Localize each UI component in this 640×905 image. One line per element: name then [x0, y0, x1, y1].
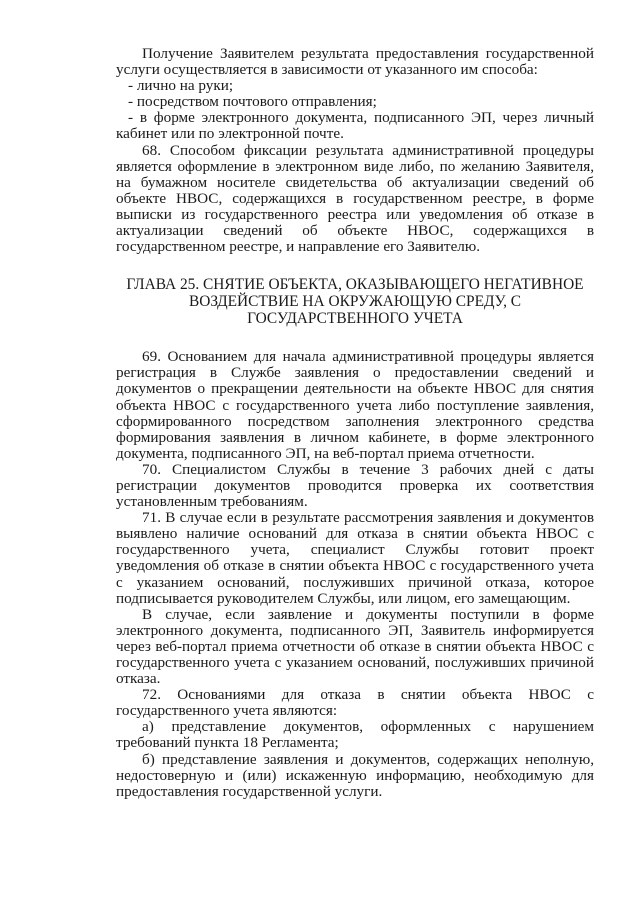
- paragraph-72-b: б) представление заявления и документов, содержащих неполную, недостоверную и (или) искаженную информацию, необходимую для предоставления государственной услуги.: [116, 750, 594, 800]
- list-item-electronic: - в форме электронного документа, подписанного ЭП, через личный кабинет или по электронной почте.: [116, 109, 594, 143]
- paragraph-72-a: а) представление документов, оформленных с нарушением требований пункта 18 Регламента;: [116, 718, 594, 752]
- list-item-postal: - посредством почтового отправления;: [128, 93, 377, 111]
- paragraph-71-continued: В случае, если заявление и документы поступили в форме электронного документа, подписанного ЭП, Заявитель информируется через веб-портал приема отчетности об отказе в снятии объекта НВОС с государственного учета с указанием оснований, послуживших причиной отказа.: [116, 605, 594, 688]
- paragraph-70: 70. Специалистом Службы в течение 3 рабочих дней с даты регистрации документов проводится проверка их соответствия установленным требованиям.: [116, 460, 594, 511]
- list-item-in-person: - лично на руки;: [128, 77, 234, 95]
- chapter-heading: ГЛАВА 25. СНЯТИЕ ОБЪЕКТА, ОКАЗЫВАЮЩЕГО НЕГАТИВНОЕ ВОЗДЕЙСТВИЕ НА ОКРУЖАЮЩУЮ СРЕДУ, С ГОСУДАРСТВЕННОГО УЧЕТА: [126, 276, 584, 328]
- paragraph-result-receipt: Получение Заявителем результата предоставления государственной услуги осуществляется в зависимости от указанного им способа:: [116, 45, 594, 79]
- document-body: [116, 46, 594, 800]
- paragraph-72: 72. Основаниями для отказа в снятии объекта НВОС с государственного учета являются:: [116, 686, 594, 720]
- paragraph-68: 68. Способом фиксации результата административной процедуры является оформление в электронном виде либо, по желанию Заявителя, на бумажном носителе свидетельства об актуализации сведений об объекте НВОС, содержащихся в государственном реестре, в форме выписки из государственного реестра или уведомления об отказе в актуализации сведений об объекте НВОС, содержащихся в государственном реестре, и направление его Заявителю.: [116, 141, 594, 256]
- paragraph-71: 71. В случае если в результате рассмотрения заявления и документов выявлено наличие оснований для отказа в снятии объекта НВОС с государственного учета, специалист Службы готовит проект уведомления об отказе в снятии объекта НВОС с государственного учета с указанием оснований, послуживших причиной отказа, которое подписывается руководителем Службы, или лицом, его замещающим.: [116, 509, 594, 607]
- paragraph-69: 69. Основанием для начала административной процедуры является регистрация в Службе заявления о предоставлении сведений и документов о прекращении деятельности на объекте НВОС для снятия объекта НВОС с государственного учета либо поступление заявления, сформированного посредством заполнения электронного средства формирования заявления в личном кабинете, в форме электронного документа, подписанного ЭП, на веб-портал приема отчетности.: [116, 348, 594, 462]
